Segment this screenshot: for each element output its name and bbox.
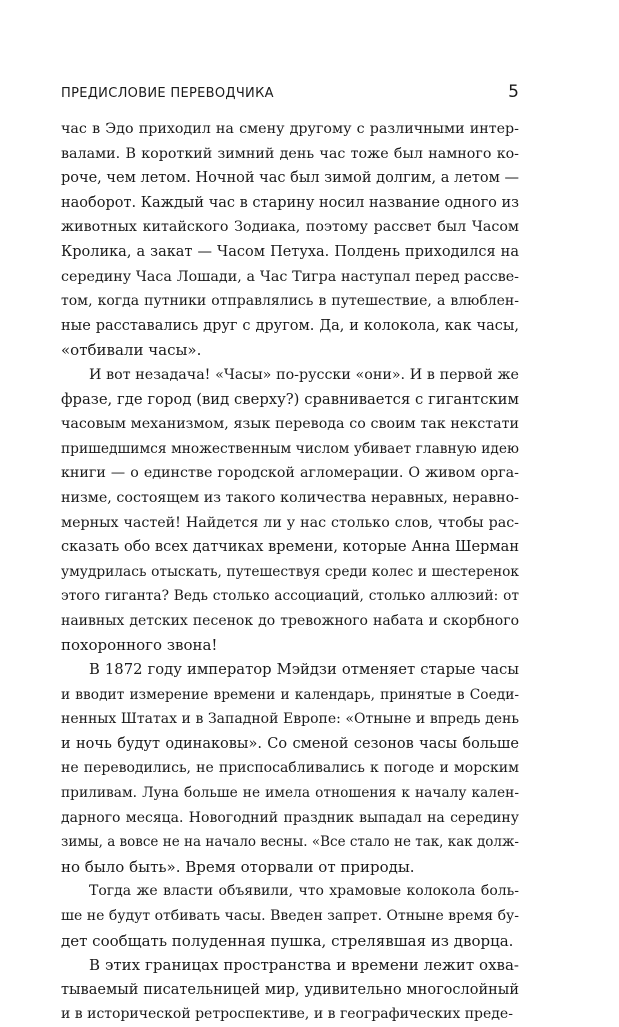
text-line: Кролика, а закат — Часом Петуха. Полдень приходился на: [61, 243, 519, 260]
text-line: В 1872 году император Мэйдзи отменяет старые часы: [89, 661, 519, 679]
running-title: ПРЕДИСЛОВИЕ ПЕРЕВОДЧИКА: [61, 86, 274, 101]
text-line: зимы, а вовсе не на начало весны. «Все стало не так, как долж-: [61, 834, 519, 851]
paragraph: [61, 658, 519, 879]
text-line: этого гиганта? Ведь столько ассоциаций, столько аллюзий: от: [61, 588, 519, 605]
text-line: фразе, где город (вид сверху?) сравнивается с гигантским: [61, 390, 519, 408]
text-line: И вот незадача! «Часы» по-русски «они». И в первой же: [89, 366, 519, 383]
text-line: мерных частей! Найдется ли у нас столько слов, чтобы рас-: [61, 514, 519, 531]
paragraph: [61, 117, 519, 363]
text-line: низме, состоящем из такого количества неравных, неравно-: [61, 489, 519, 506]
text-line: дет сообщать полуденная пушка, стрелявшая из дворца.: [61, 931, 514, 950]
text-line: ные расставались друг с другом. Да, и колокола, как часы,: [61, 317, 519, 334]
paragraph: [61, 879, 519, 953]
text-line: часовым механизмом, язык перевода со своим так некстати: [61, 416, 519, 433]
text-line: тываемый писательницей мир, удивительно многослойный: [61, 981, 519, 998]
body-text: [61, 117, 519, 1027]
text-line: Тогда же власти объявили, что храмовые колокола боль-: [89, 883, 519, 900]
running-head: [61, 82, 519, 104]
text-line: середину Часа Лошади, а Час Тигра наступал перед рассве-: [61, 268, 519, 285]
text-line: ненных Штатах и в Западной Европе: «Отныне и впредь день: [61, 711, 519, 728]
text-line: и в исторической ретроспективе, и в географических преде-: [61, 1006, 513, 1023]
text-line: дарного месяца. Новогодний праздник выпадал на середину: [61, 809, 519, 826]
text-line: В этих границах пространства и времени лежит охва-: [89, 956, 519, 975]
text-line: роче, чем летом. Ночной час был зимой долгим, а летом —: [61, 170, 519, 187]
text-line: «отбивали часы».: [61, 341, 202, 360]
text-line: наоборот. Каждый час в старину носил название одного из: [61, 194, 520, 211]
text-line: и вводит измерение времени и календарь, принятые в Соеди-: [61, 686, 519, 703]
text-line: книги — о единстве городской агломерации. О живом орга-: [61, 465, 519, 482]
text-line: но было быть». Время оторвали от природы.: [61, 857, 415, 876]
text-line: приливам. Луна больше не имела отношения к началу кален-: [61, 785, 519, 802]
text-line: и ночь будут одинаковы». Со сменой сезонов часы больше: [61, 735, 519, 752]
page-number: 5: [508, 82, 519, 102]
text-line: похоронного звона!: [61, 636, 218, 655]
paragraph: [61, 953, 519, 1027]
text-line: пришедшимся множественным числом убивает главную идею: [61, 440, 519, 457]
text-line: не переводились, не приспосабливались к погоде и морским: [61, 760, 519, 777]
paragraph: [61, 363, 519, 658]
text-line: наивных детских песенок до тревожного набата и скорбного: [61, 612, 519, 629]
text-line: животных китайского Зодиака, поэтому рассвет был Часом: [61, 219, 519, 236]
text-line: том, когда путники отправлялись в путешествие, а влюблен-: [61, 293, 519, 310]
text-line: валами. В короткий зимний день час тоже был намного ко-: [61, 145, 519, 162]
text-line: умудрилась отыскать, путешествуя среди колес и шестеренок: [61, 563, 519, 580]
text-line: сказать обо всех датчиках времени, которые Анна Шерман: [61, 539, 519, 556]
text-line: час в Эдо приходил на смену другому с различными интер-: [61, 121, 519, 137]
text-line: ше не будут отбивать часы. Введен запрет. Отныне время бу-: [61, 908, 519, 924]
